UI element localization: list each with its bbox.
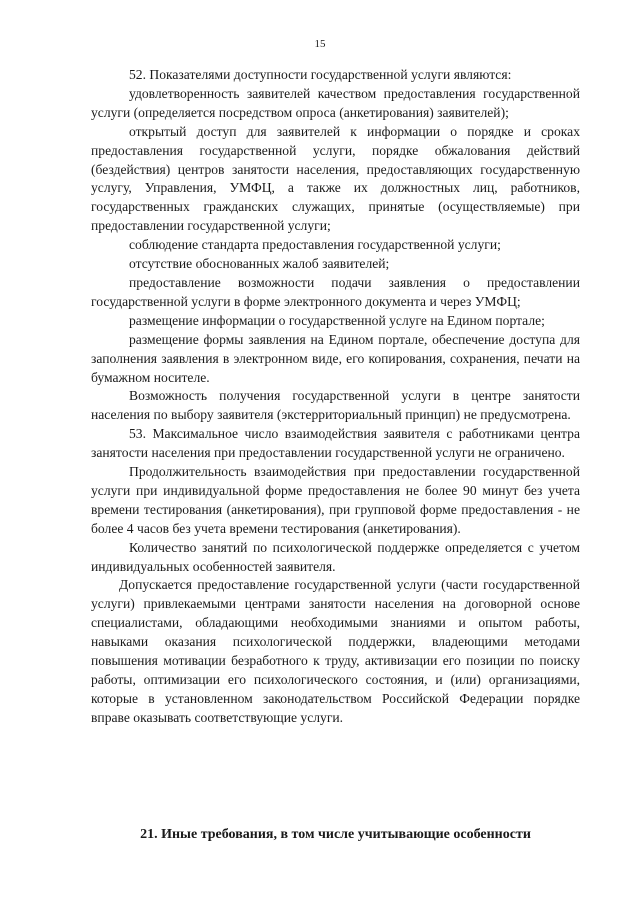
section-heading: 21. Иные требования, в том числе учитывающие особенности <box>140 827 531 842</box>
paragraph-accessibility-indicators: 52. Показателями доступности государственной услуги являются: <box>129 67 512 82</box>
paragraph-session-count: Количество занятий по психологической поддержке определяется с учетом индивидуальных особенностей заявителя. <box>91 539 580 574</box>
paragraph-portal-info: размещение информации о государственной услуге на Едином портале; <box>129 312 545 328</box>
paragraph-contract-specialists: Допускается предоставление государственной услуги (части государственной услуги) привлекаемыми центрами занятости населения на договорной основе специалистами, обладающими необходимыми знаниями и опытом работы, навыками оказания психологической поддержки, владеющими методами повышения мотивации безработного к труду, активизации его позиции по поиску работы, оптимизации его психологического состояния, и (или) организациями, которые в установленном законодательством Российской Федерации порядке вправе оказывать соответствующие услуги. <box>91 577 580 725</box>
paragraph-no-complaints: отсутствие обоснованных жалоб заявителей; <box>129 256 390 272</box>
paragraph-open-access: открытый доступ для заявителей к информации о порядке и сроках предоставления государственной услуги, порядке обжалования действий (бездействия) центров занятости населения, предоставляющих государственную услугу, Управления, УМФЦ, а также их должностных лиц, работников, государственных гражданских служащих, принятые (осуществляемые) при предоставлении государственной услуги; <box>91 123 580 234</box>
paragraph-extraterritorial: Возможность получения государственной услуги в центре занятости населения по выбору заявителя (экстерриториальный принцип) не предусмотрена. <box>91 388 580 423</box>
paragraph-satisfaction: удовлетворенность заявителей качеством предоставления государственной услуги (определяется посредством опроса (анкетирования) заявителей); <box>91 85 580 120</box>
document-body <box>91 66 580 728</box>
paragraph-standard-compliance: соблюдение стандарта предоставления государственной услуги; <box>129 237 501 253</box>
paragraph-interaction-count: 53. Максимальное число взаимодействия заявителя с работниками центра занятости населения при предоставлении государственной услуги не ограничено. <box>91 426 580 461</box>
paragraph-electronic-submission: предоставление возможности подачи заявления о предоставлении государственной услуги в форме электронного документа и через УМФЦ; <box>91 274 580 309</box>
paragraph-portal-form: размещение формы заявления на Едином портале, обеспечение доступа для заполнения заявления в электронном виде, его копирования, сохранения, печати на бумажном носителе. <box>91 331 580 385</box>
page-number: 15 <box>314 38 326 50</box>
paragraph-interaction-duration: Продолжительность взаимодействия при предоставлении государственной услуги при индивидуальной форме предоставления не более 90 минут без учета времени тестирования (анкетирования), при групповой форме предоставления - не более 4 часов без учета времени тестирования (анкетирования). <box>91 464 580 536</box>
